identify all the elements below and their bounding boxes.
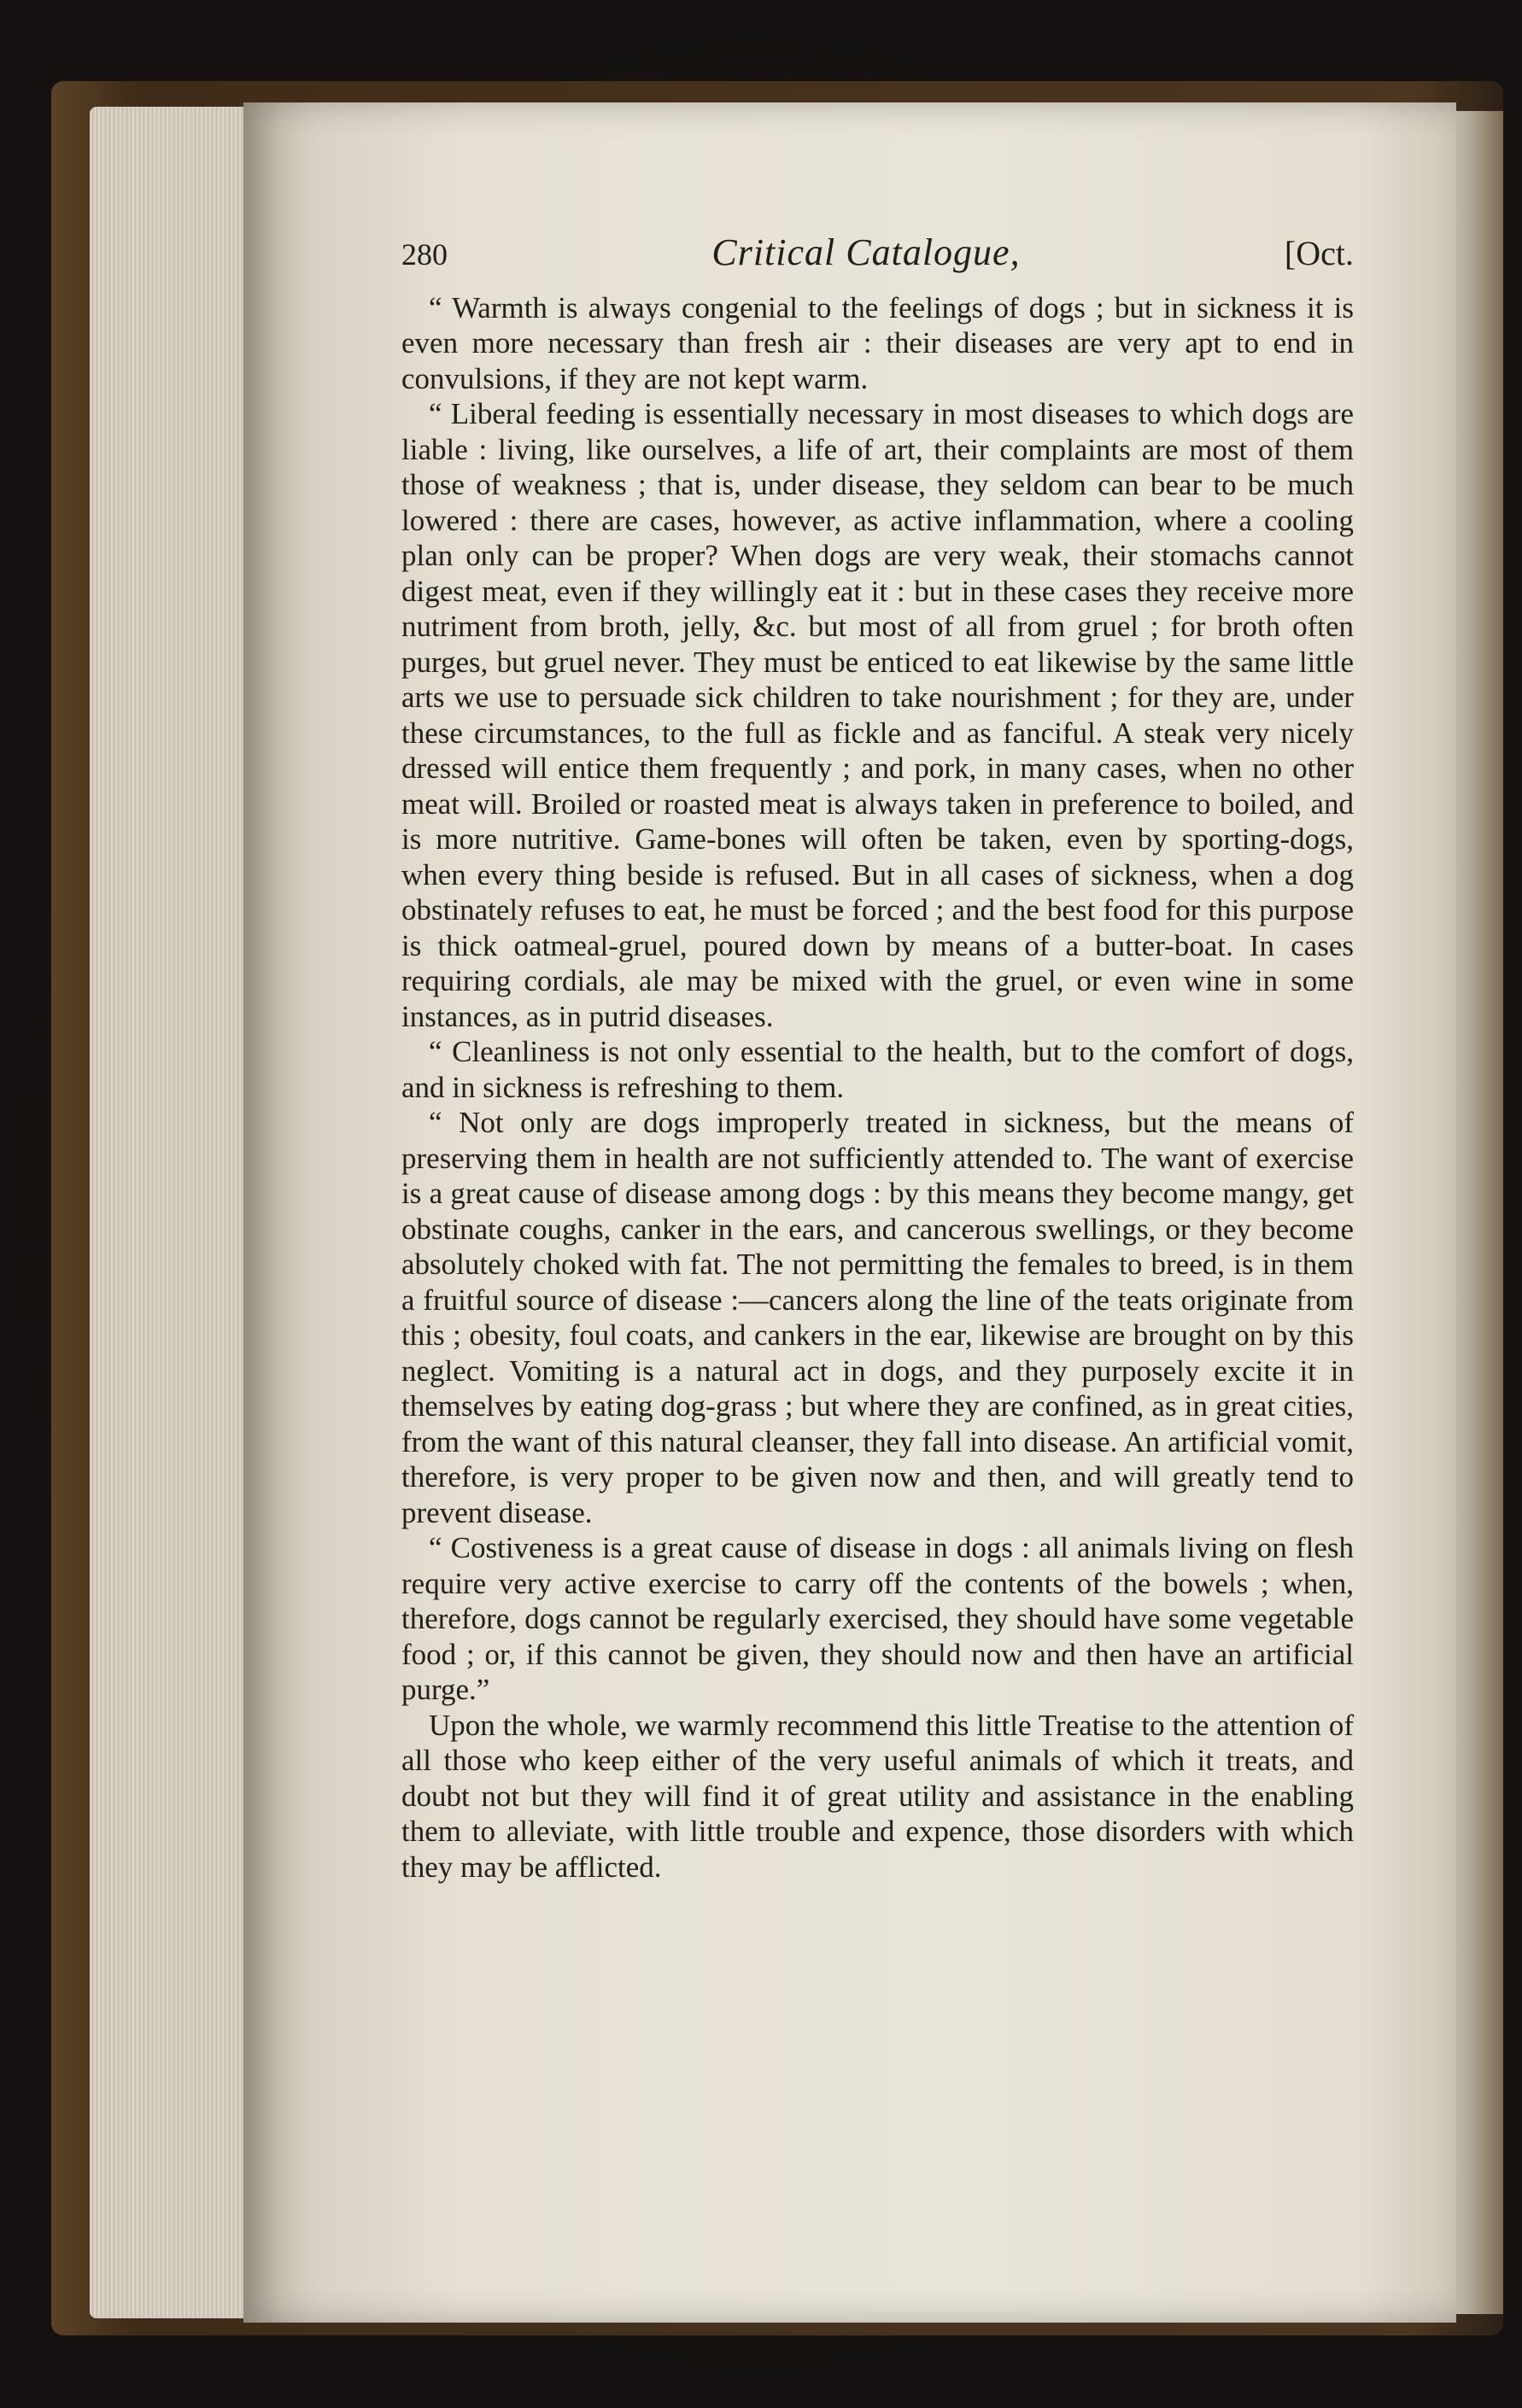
paragraph-exercise: “ Not only are dogs improperly treated in sickness, but the means of preserving them in health are not sufficiently attended to. The want of exercise is a great cause of disease among dogs : by this means they become mangy, get obstinate coughs, canker in the ears, and cancerous swellings, or they become absolutely choked with fat. The not permitting the females to breed, is in them a fruitful source of disease :—cancers along the line of the teats originate from this ; obesity, foul coats, and cankers in the ear, likewise are brought on by this neglect. Vomiting is a natural act in dogs, and they purposely excite it in themselves by eating dog-grass ; but where they are confined, as in great cities, from the want of this natural cleanser, they fall into disease. An artificial vomit, therefore, is very proper to be given now and then, and will greatly tend to prevent disease. [401, 1106, 1354, 1529]
page-header [401, 231, 1354, 273]
page-number: 280 [401, 237, 448, 272]
paragraph-costiveness: “ Costiveness is a great cause of disease in dogs : all animals living on flesh require very active exercise to carry off the contents of the bowels ; when, therefore, dogs cannot be regularly exercised, they should have some vegetable food ; or, if this cannot be given, they should now and then have an artificial purge.” [401, 1531, 1354, 1706]
page-text [401, 231, 1354, 1885]
paragraph-warmth: “ Warmth is always congenial to the feelings of dogs ; but in sickness it is even more necessary than fresh air : their diseases are very apt to end in convulsions, if they are not kept warm. [401, 290, 1354, 395]
section-mark: [Oct. [1284, 234, 1354, 272]
paragraph-feeding: “ Liberal feeding is essentially necessary in most diseases to which dogs are liable : living, like ourselves, a life of art, their complaints are most of them those of weakness ; that is, under disease, they seldom can bear to be much lowered : there are cases, however, as active inflammation, where a cooling plan only can be proper? When dogs are very weak, their stomachs cannot digest meat, even if they willingly eat it : but in these cases they receive more nutriment from broth, jelly, &c. but most of all from gruel ; for broth often purges, but gruel never. They must be enticed to eat likewise by the same little arts we use to persuade sick children to take nourishment ; for they are, under these circumstances, to the full as fickle and as fanciful. A steak very nicely dressed will entice them frequently ; and pork, in many cases, when no other meat will. Broiled or roasted meat is always taken in preference to boiled, and is more nutritive. Game-bones will often be taken, even by sporting-dogs, when every thing beside is refused. But in all cases of sickness, when a dog obstinately refuses to eat, he must be forced ; and the best food for this purpose is thick oatmeal-gruel, poured down by means of a butter-boat. In cases requiring cordials, ale may be mixed with the gruel, or even wine in some instances, as in putrid diseases. [401, 397, 1354, 1033]
page-stack-left [90, 107, 252, 2318]
paragraph-conclusion: Upon the whole, we warmly recommend this little Treatise to the attention of all those who keep either of the very useful animals of which it treats, and doubt not but they will find it of great utility and assistance in the enabling them to alleviate, with little trouble and expence, those disorders with which they may be afflicted. [401, 1708, 1354, 1884]
paragraph-cleanliness: “ Cleanliness is not only essential to the health, but to the comfort of dogs, and in sickness is refreshing to them. [401, 1035, 1354, 1104]
running-title: Critical Catalogue, [711, 231, 1021, 273]
